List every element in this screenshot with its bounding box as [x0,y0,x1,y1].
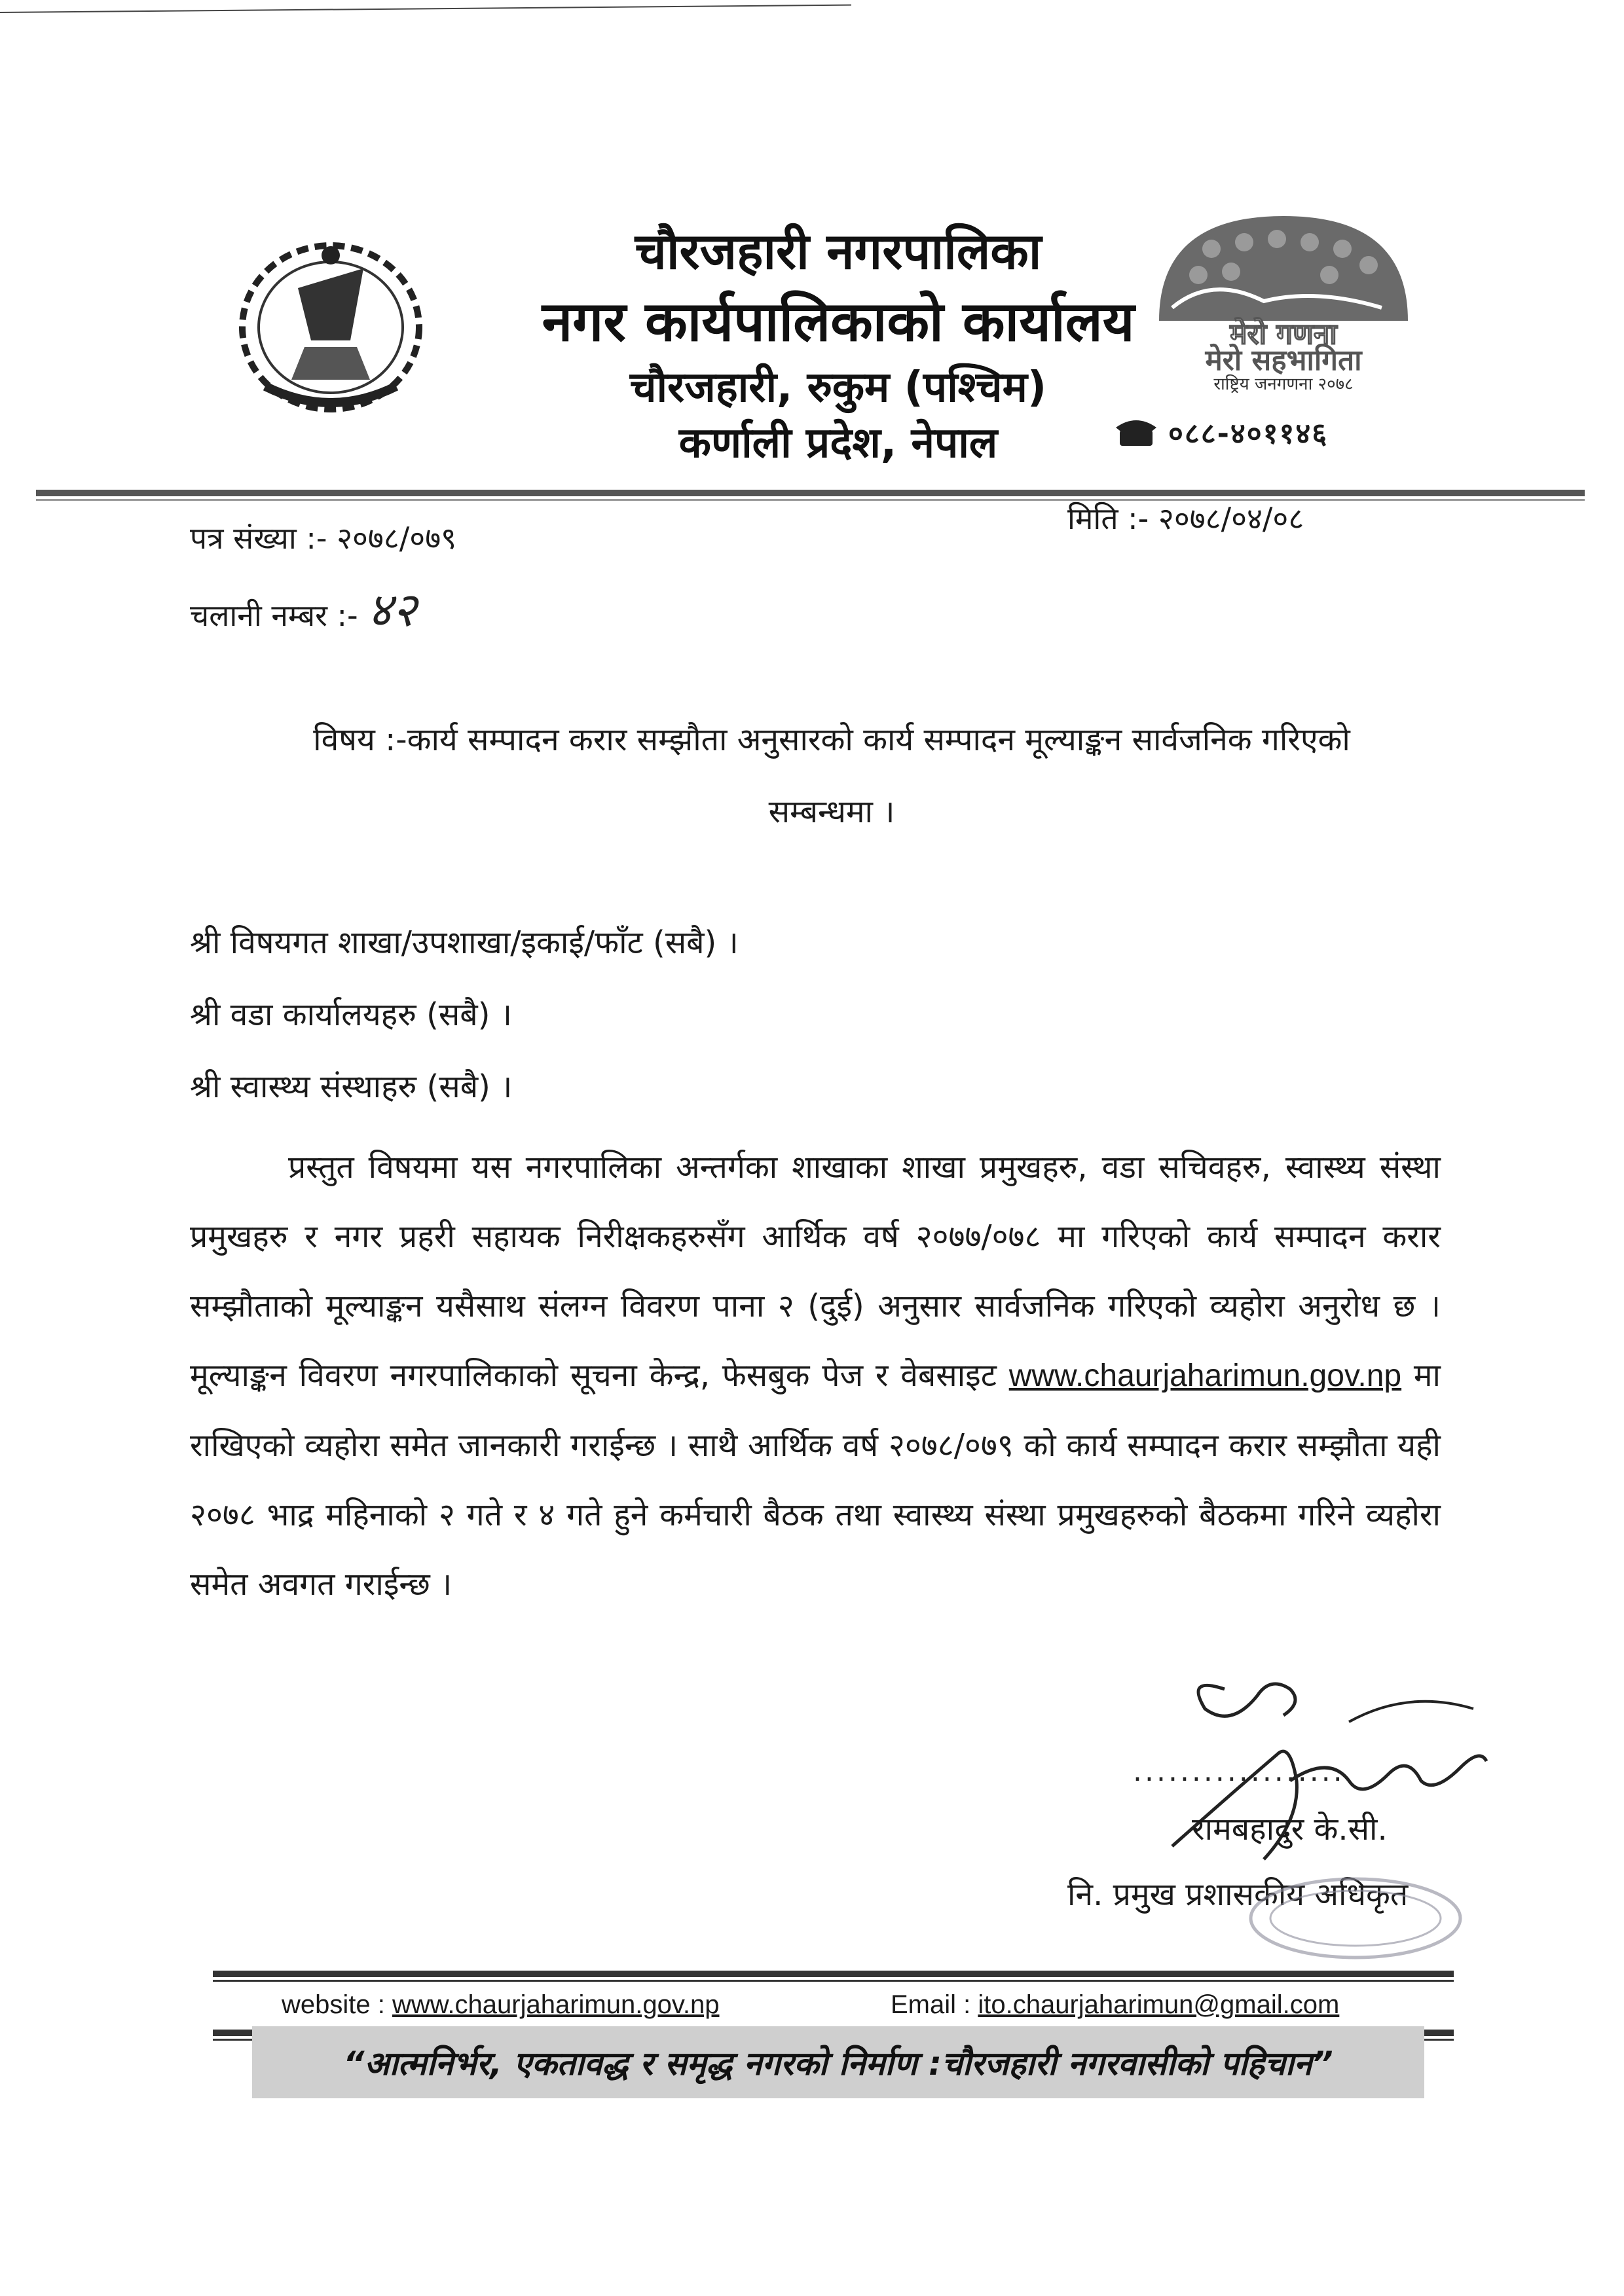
letter-date [1067,498,1304,538]
recipient-item: श्री वडा कार्यालयहरु (सबै) । [190,996,512,1033]
recipient-item: श्री स्वास्थ्य संस्थाहरु (सबै) । [190,1068,513,1105]
letter-number-value: २०७८/०७९ [337,520,457,556]
footer-rule [213,1971,1454,1977]
footer-website-link[interactable]: www.chaurjaharimun.gov.np [392,1990,720,2019]
letter-body [190,1133,1441,1619]
svg-text:राष्ट्रिय जनगणना २०७८: राष्ट्रिय जनगणना २०७८ [1213,374,1354,393]
footer-email-link[interactable]: ito.chaurjaharimun@gmail.com [978,1990,1340,2019]
census-logo-icon [1133,210,1434,393]
svg-text:मेरो सहभागिता: मेरो सहभागिता [1205,344,1362,377]
svg-text:मेरो गणना: मेरो गणना [1230,318,1337,351]
header-rule-thin [36,499,1585,501]
date-value: २०७८/०४/०८ [1158,501,1304,536]
province-name: कर्णाली प्रदेश, नेपाल [678,419,998,467]
signatory-title: नि. प्रमुख प्रशासकीय अधिकृत [1067,1876,1409,1913]
subject-line-1: विषय :-कार्य सम्पादन करार सम्झौता अनुसारको कार्य सम्पादन मूल्याङ्कन सार्वजनिक गरिएको [313,721,1350,758]
dispatch-number-label: चलानी नम्बर :- [190,598,358,633]
nepal-emblem-icon [226,229,435,426]
recipient-item: श्री विषयगत शाखा/उपशाखा/इकाई/फाँट (सबै) । [190,924,739,961]
date-label: मिति :- [1067,501,1149,536]
dispatch-number [190,576,416,640]
body-part-1: प्रस्तुत विषयमा यस नगरपालिका अन्तर्गका शाखाका शाखा प्रमुखहरु, वडा सचिवहरु, स्वास्थ्य संस्था प्रमुखहरु र नगर प्रहरी सहायक निरीक्षकहरुसँग आर्थिक वर्ष २०७७/०७८ मा गरिएको कार्य सम्पादन करार सम्झौताको मूल्याङ्कन यसैसाथ संलग्न विवरण पाना २ (दुई) अनुसार सार्वजनिक गरिएको व्यहोरा अनुरोध छ । मूल्याङ्कन विवरण नगरपालिकाको सूचना केन्द्र, फेसबुक पेज र वेबसाइट [190,1149,1441,1394]
subject-line-2: सम्बन्धमा । [768,793,895,830]
slogan-banner [252,2026,1424,2098]
website-link[interactable]: www.chaurjaharimun.gov.np [1008,1358,1402,1393]
footer-rule-thin [213,1980,1454,1982]
recipient-list [190,907,739,1123]
email-label: Email : [891,1990,978,2019]
office-address: चौरजहारी, रुकुम (पश्चिम) [629,363,1047,412]
dispatch-number-value: ४२ [367,582,417,637]
scan-edge-line [0,5,851,13]
body-part-2: मा राखिएको व्यहोरा समेत जानकारी गराईन्छ । साथै आर्थिक वर्ष २०७८/०७९ को कार्य सम्पादन करार सम्झौता यही २०७८ भाद्र महिनाको २ गते र ४ गते हुने कर्मचारी बैठक तथा स्वास्थ्य संस्था प्रमुखहरुको बैठकमा गरिने व्यहोरा समेत अवगत गराईन्छ । [190,1357,1441,1603]
letter-number-label: पत्र संख्या :- [190,520,327,556]
subject [190,704,1473,848]
letter-number [190,517,456,558]
header-rule [36,490,1585,496]
footer-email [891,1990,1339,2020]
official-stamp-icon [1244,1872,1467,1964]
phone-number: ०८८-४०११४६ [1168,417,1329,450]
slogan-text: “आत्मनिर्भर, एकतावद्ध र समृद्ध नगरको निर्माण :चौरजहारी नगरवासीको पहिचान” [343,2045,1333,2083]
telephone-icon [1113,416,1159,448]
signature-dots: .................. [1133,1755,1345,1788]
footer-website [282,1990,719,2020]
municipality-name: चौरजहारी नगरपालिका [635,222,1042,280]
phone-block [1113,412,1328,452]
office-name: नगर कार्यपालिकाको कार्यालय [542,289,1135,354]
website-label: website : [282,1990,392,2019]
signatory-name: रामबहादुर के.सी. [1192,1811,1388,1848]
